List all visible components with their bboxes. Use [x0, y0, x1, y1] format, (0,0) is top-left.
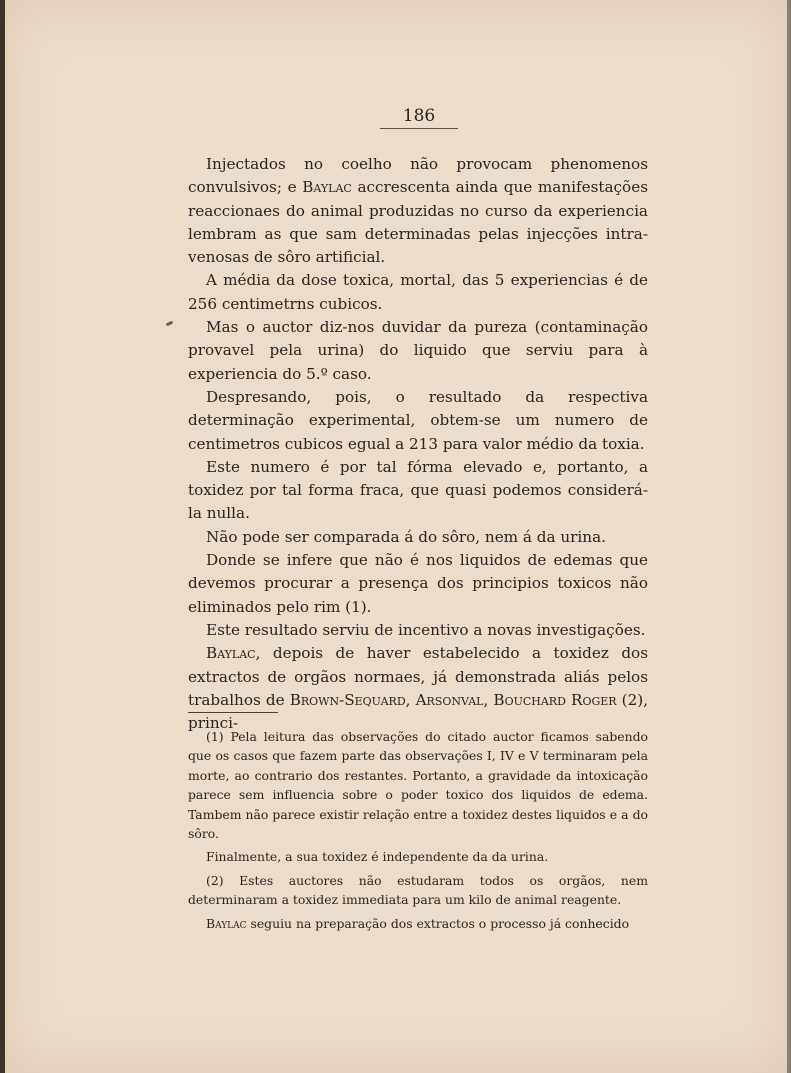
paragraph-5: Este numero é por tal fórma elevado e, portanto, a toxidez por tal forma fraca, que quasi podemos considerá-la nulla.	[188, 457, 648, 523]
paragraph-9: Baylac, depois de haver estabelecido a toxidez dos extractos de orgãos normaes, já demonstrada aliás pelos trabalhos de Brown-Sequard, Arsonval, Bouchard Roger (2), princi-	[188, 644, 649, 733]
footnote-2: (2) Estes auctores não estudaram todos os orgãos, nem determinaram a toxidez immediata para um kilo de animal reagente.	[188, 872, 648, 908]
footnotes	[188, 727, 648, 937]
footnote-2-continued: Baylac seguiu na preparação dos extractos o processo já conhecido	[206, 915, 630, 931]
author-name: Baylac	[206, 644, 256, 663]
footnote-1: (1) Pela leitura das observações do citado auctor ficamos sabendo que os casos que fazem parte das observações I, IV e V terminaram pela morte, ao contrario dos restantes. Portanto, a gravidade da intoxicação parece sem influencia sobre o poder toxico dos liquidos de edema. Tambem não parece existir relação entre a toxidez destes liquidos e a do sôro.	[188, 729, 648, 842]
author-name: Baylac	[302, 178, 352, 197]
paragraph-2: A média da dose toxica, mortal, das 5 experiencias é de 256 centimetrns cubicos.	[188, 271, 648, 313]
author-name: Brown-Sequard	[289, 690, 406, 709]
author-name: Bouchard Roger	[493, 690, 617, 709]
author-name: Arsonval	[415, 690, 484, 709]
author-name: Baylac	[206, 915, 247, 931]
paragraph-3: Mas o auctor diz-nos duvidar da pureza (contaminação provavel pela urina) do liquido que serviu para à experiencia do 5.º caso.	[188, 318, 648, 383]
header-rule	[380, 128, 458, 129]
page-left-edge	[0, 0, 5, 1073]
paragraph-6: Não pode ser comparada á do sôro, nem á da urina.	[206, 527, 606, 546]
paragraph-1: Injectados no coelho não provocam phenomenos convulsivos; e Baylac accrescenta ainda que manifestações reaccionaes do animal produzidas no curso da experiencia lembram as que sam determinadas pelas injecções intra-venosas de sôro artificial.	[188, 155, 648, 267]
page-number: 186	[402, 106, 436, 126]
paragraph-8: Este resultado serviu de incentivo a novas investigações.	[206, 620, 646, 639]
ink-mark	[166, 321, 174, 327]
body-text	[188, 153, 648, 735]
footnote-rule	[188, 712, 278, 713]
paragraph-7: Donde se infere que não é nos liquidos de edemas que devemos procurar a presença dos principios toxicos não eliminados pelo rim (1).	[188, 551, 648, 616]
page-right-edge	[787, 0, 791, 1073]
paragraph-4: Despresando, pois, o resultado da respectiva determinação experimental, obtem-se um numero de centimetros cubicos egual a 213 para valor médio da toxia.	[188, 387, 648, 453]
footnote-1-continued: Finalmente, a sua toxidez é independente da da urina.	[206, 849, 549, 865]
